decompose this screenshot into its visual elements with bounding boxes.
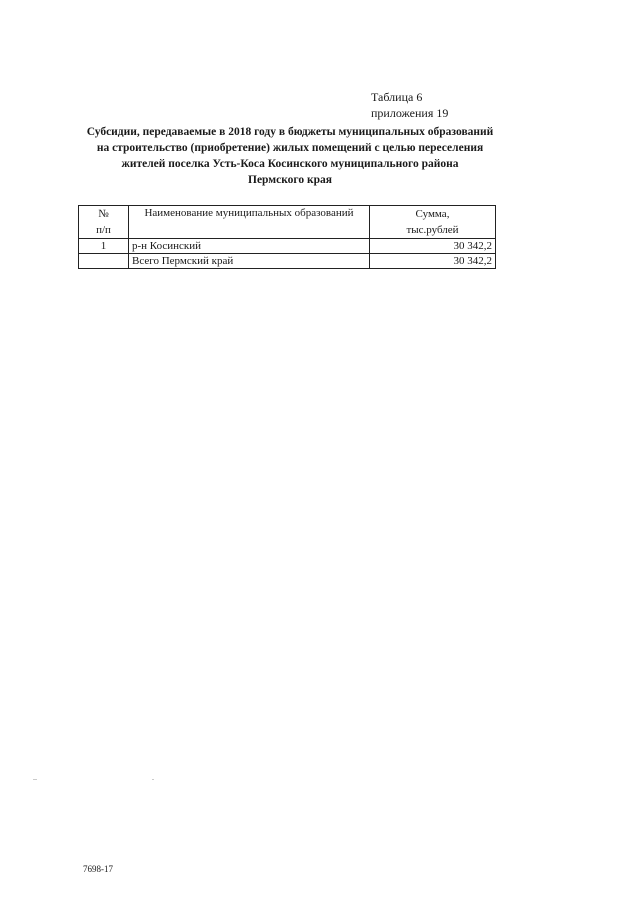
table-reference xyxy=(371,89,448,121)
header-municipality: Наименование муниципальных образований xyxy=(129,206,370,239)
row-municipality: р-н Косинский xyxy=(129,239,370,254)
table-total-row xyxy=(79,254,496,269)
appendix-number: приложения 19 xyxy=(371,106,449,120)
header-amount-unit: тыс.рублей xyxy=(406,224,459,236)
document-code: 7698-17 xyxy=(83,864,113,874)
subsidy-table xyxy=(78,205,496,269)
header-amount-label: Сумма, xyxy=(415,208,450,220)
header-amount xyxy=(370,206,496,239)
title-line: на строительство (приобретение) жилых помещений с целью переселения xyxy=(96,142,484,154)
header-number-label: п/п xyxy=(96,224,111,236)
document-title xyxy=(70,124,510,188)
table-header-row xyxy=(79,206,496,239)
scan-speck: .. xyxy=(33,773,37,782)
row-number: 1 xyxy=(79,239,129,254)
row-municipality: Всего Пермский край xyxy=(129,254,370,269)
scan-speck: . xyxy=(152,773,154,782)
header-number-symbol: № xyxy=(98,208,109,220)
title-line: Субсидии, передаваемые в 2018 году в бюджеты муниципальных образований xyxy=(86,126,494,138)
title-line: жителей поселка Усть-Коса Косинского муниципального района xyxy=(121,158,459,170)
row-amount: 30 342,2 xyxy=(370,239,496,254)
row-amount: 30 342,2 xyxy=(370,254,496,269)
header-number xyxy=(79,206,129,239)
table-row xyxy=(79,239,496,254)
title-line: Пермского края xyxy=(248,174,332,186)
table-number: Таблица 6 xyxy=(371,90,423,104)
row-number xyxy=(79,254,129,269)
